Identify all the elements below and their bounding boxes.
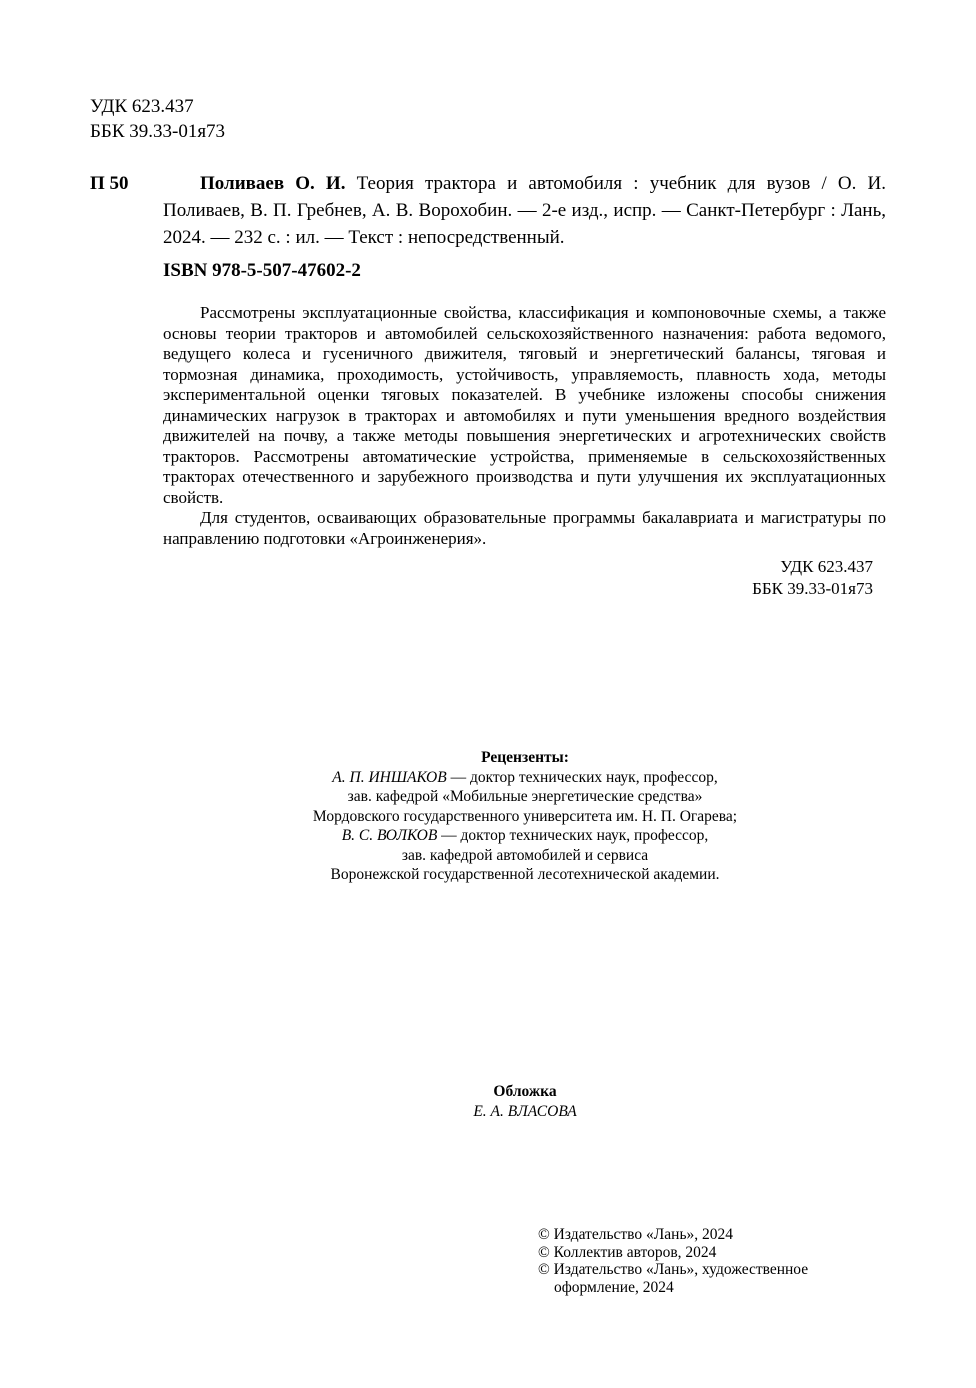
classification-block (90, 94, 225, 144)
reviewer-entry: А. П. ИНШАКОВ — доктор технических наук, профессор, (332, 768, 718, 786)
abstract (163, 303, 886, 549)
cover-credit (325, 1082, 725, 1121)
reviewer-affiliation: Мордовского государственного университета им. Н. П. Огарева; (312, 807, 738, 825)
reviewer-affiliation: Воронежской государственной лесотехнической академии. (330, 866, 720, 883)
reviewer-affiliation: зав. кафедрой автомобилей и сервиса (401, 846, 649, 864)
abstract-paragraph: Рассмотрены эксплуатационные свойства, классификация и компоновочные схемы, а также основы теории тракторов и автомобилей сельскохозяйственного назначения: работа ведомого, ведущего колеса и гусеничного движителя, тяговый и энергетический балансы, тяговая и тормозная динамика, проходимость, устойчивость, управляемость, плавность хода, методы экспериментальной оценки тяговых показателей. В учебнике изложены способы снижения динамических нагрузок в тракторах и автомобилях и пути уменьшения вредного воздействия движителей на почву, а также методы повышения энергетических и агротехнических свойств тракторов. Рассмотрены автоматические устройства, применяемые в сельскохозяйственных тракторах отечественного и зарубежного производства и пути улучшения их эксплуатационных свойств. (163, 303, 886, 507)
reviewer-entry: В. С. ВОЛКОВ — доктор технических наук, профессор, (341, 827, 709, 844)
cover-heading: Обложка (493, 1083, 557, 1100)
udk-code: УДК 623.437 (780, 557, 873, 576)
bbk-code: ББК 39.33-01я73 (90, 121, 226, 142)
copyright-line: © Коллектив авторов, 2024 (538, 1243, 717, 1261)
abstract-paragraph: Для студентов, осваивающих образовательные программы бакалавриата и магистратуры по направлению подготовки «Агроинженерия». (163, 508, 886, 548)
bibliographic-record (163, 170, 886, 251)
reviewers-heading: Рецензенты: (481, 749, 569, 766)
classification-block-repeat (700, 556, 873, 600)
catalog-code: П 50 (90, 173, 129, 194)
copyright-block (538, 1226, 848, 1296)
udk-code: УДК 623.437 (90, 96, 194, 117)
bibliographic-text: Теория трактора и автомобиля : учебник для вузов / О. И. Поливаев, В. П. Гребнев, А. В. Ворохобин. — 2-е изд., испр. — Санкт-Петербург : Лань, 2024. — 232 с. : ил. — Текст : непосредственный. (163, 173, 886, 248)
copyright-line: © Издательство «Лань», художественное (538, 1261, 809, 1278)
author-name: Поливаев О. И. (200, 173, 346, 194)
copyright-line: © Издательство «Лань», 2024 (538, 1226, 734, 1243)
reviewers-block (225, 748, 825, 885)
bbk-code: ББК 39.33-01я73 (752, 579, 873, 598)
isbn: ISBN 978-5-507-47602-2 (163, 260, 361, 281)
reviewer-name: В. С. ВОЛКОВ (341, 827, 438, 844)
reviewer-name: А. П. ИНШАКОВ (332, 768, 447, 786)
cover-designer: Е. А. ВЛАСОВА (473, 1102, 577, 1120)
reviewer-affiliation: зав. кафедрой «Мобильные энергетические средства» (347, 788, 703, 805)
copyright-line: оформление, 2024 (554, 1278, 674, 1296)
